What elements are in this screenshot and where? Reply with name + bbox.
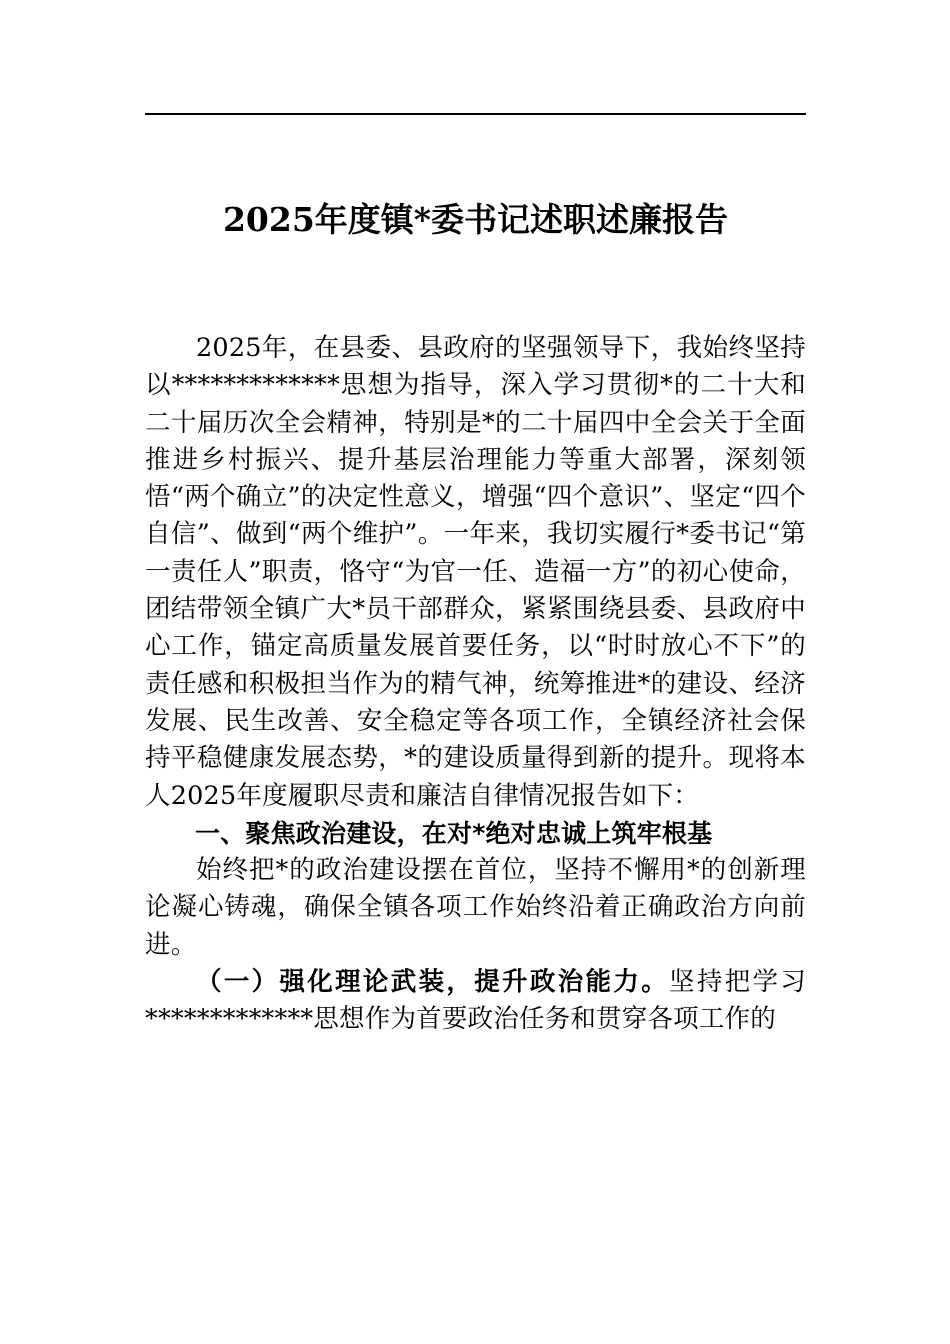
document-title: 2025年度镇*委书记述职述廉报告 — [222, 200, 729, 239]
paragraph-subsection-1 — [145, 964, 806, 1039]
section-heading-1: 一、聚焦政治建设，在对*绝对忠诚上筑牢根基 — [195, 818, 713, 848]
subsection-heading-1: （一）强化理论武装，提升政治能力。 — [196, 967, 669, 998]
paragraph-section-1: 始终把*的政治建设摆在首位，坚持不懈用*的创新理论凝心铸魂，确保全镇各项工作始终沿着正确政治方向前进。 — [145, 855, 806, 960]
document-body — [145, 330, 806, 1039]
subsection-text-1: 坚持把学习*************思想作为首要政治任务和贯穿各项工作的 — [145, 967, 806, 1035]
paragraph-intro: 2025年，在县委、县政府的坚强领导下，我始终坚持以*************思想为指导，深入学习贯彻*的二十大和二十届历次全会精神，特别是*的二十届四中全会关于全面推进乡村振兴、提升基层治理能力等重大部署，深刻领悟“两个确立”的决定性意义，增强“四个意识”、坚定“四个自信”、做到“两个维护”。一年来，我切实履行*委书记“第一责任人”职责，恪守“为官一任、造福一方”的初心使命，团结带领全镇广大*员干部群众，紧紧围绕县委、县政府中心工作，锚定高质量发展首要任务，以“时时放心不下”的责任感和积极担当作为的精气神，统筹推进*的建设、经济发展、民生改善、安全稳定等各项工作，全镇经济社会保持平稳健康发展态势，*的建设质量得到新的提升。现将本人2025年度履职尽责和廉洁自律情况报告如下： — [145, 333, 806, 811]
header-rule — [145, 113, 806, 115]
